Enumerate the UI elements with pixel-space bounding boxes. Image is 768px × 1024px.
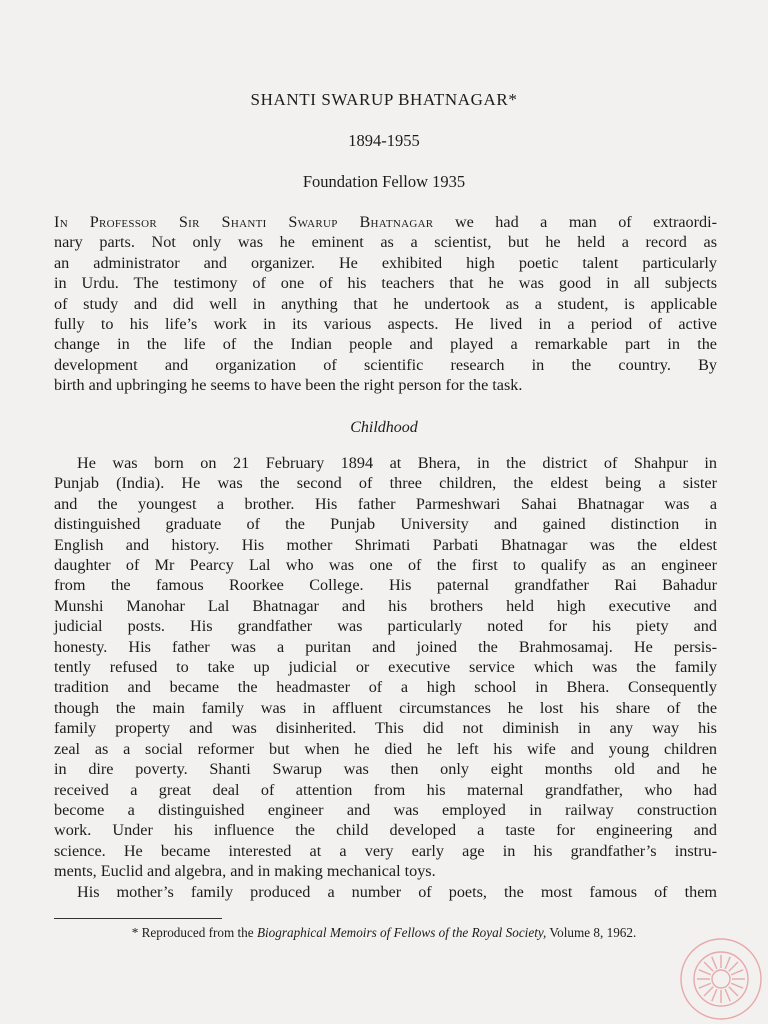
footnote-pre: * Reproduced from the: [131, 925, 257, 940]
seal-ray: [704, 987, 713, 996]
seal-ray: [712, 989, 717, 1001]
body-line: from the famous Roorkee College. His paternal grandfather Rai Bahadur: [54, 576, 717, 595]
body-line: received a great deal of attention from his maternal grandfather, who had: [54, 780, 717, 799]
footnote-rule: [54, 918, 222, 919]
seal-ray: [729, 987, 738, 996]
library-seal-icon: [679, 937, 763, 1021]
body-line: Munshi Manohar Lal Bhatnagar and his brothers held high executive and: [54, 596, 717, 615]
seal-ray: [704, 962, 713, 971]
body-line: and the youngest a brother. His father Parmeshwari Sahai Bhatnagar was a: [54, 494, 717, 513]
body-line: zeal as a social reformer but when he died he left his wife and young children: [54, 739, 717, 758]
body-line: honesty. His father was a puritan and joined the Brahmosamaj. He persis-: [54, 637, 717, 656]
body-line: though the main family was in affluent circumstances he lost his share of the: [54, 698, 717, 717]
seal-ray: [699, 983, 711, 988]
seal-ray: [712, 957, 717, 969]
footnote-source: Biographical Memoirs of Fellows of the Royal Society,: [256, 925, 547, 940]
intro-line-1-text: we had a man of extraordi-: [433, 213, 717, 231]
body-line: become a distinguished engineer and was employed in railway construction: [54, 800, 717, 819]
seal-ray: [699, 970, 711, 975]
body-line: His mother’s family produced a number of poets, the most famous of them: [77, 882, 717, 901]
intro-line-1: [54, 212, 717, 232]
body-line: science. He became interested at a very early age in his grandfather’s instru-: [54, 841, 717, 860]
body-line: in dire poverty. Shanti Swarup was then only eight months old and he: [54, 760, 717, 779]
body-line: judicial posts. His grandfather was particularly noted for his piety and: [54, 617, 717, 636]
body-line: ments, Euclid and algebra, and in making mechanical toys.: [54, 862, 436, 881]
seal-ray: [725, 989, 730, 1001]
life-years: 1894-1955: [348, 131, 420, 150]
intro-line: development and organization of scientific research in the country. By: [54, 355, 717, 374]
seal-ray: [725, 957, 730, 969]
seal-ray: [731, 970, 743, 975]
body-line: tradition and became the headmaster of a high school in Bhera. Consequently: [54, 678, 717, 697]
body-line: family property and was disinherited. This did not diminish in any way his: [54, 719, 717, 738]
body-line: distinguished graduate of the Punjab University and gained distinction in: [54, 515, 717, 534]
body-line: work. Under his influence the child developed a taste for engineering and: [54, 821, 717, 840]
body-line: Punjab (India). He was the second of three children, the eldest being a sister: [54, 474, 717, 493]
footnote: [0, 925, 768, 941]
seal-ray: [729, 962, 738, 971]
intro-paragraph: [54, 212, 717, 396]
intro-line: birth and upbringing he seems to have been the right person for the task.: [54, 376, 523, 395]
section-heading: Childhood: [350, 419, 418, 436]
intro-line: of study and did well in anything that he undertook as a student, is applicable: [54, 294, 717, 313]
body-line: English and history. His mother Shrimati Parbati Bhatnagar was the eldest: [54, 535, 717, 554]
intro-line: nary parts. Not only was he eminent as a scientist, but he held a record as: [54, 233, 717, 252]
memoir-title: SHANTI SWARUP BHATNAGAR*: [250, 90, 518, 109]
intro-lead: In Professor Sir Shanti Swarup Bhatnagar: [54, 213, 434, 231]
fellowship-note: Foundation Fellow 1935: [302, 172, 466, 191]
body-line: tently refused to take up judicial or executive service which was the family: [54, 658, 717, 677]
body-line: daughter of Mr Pearcy Lal who was one of the first to qualify as an engineer: [54, 556, 717, 575]
intro-line: an administrator and organizer. He exhibited high poetic talent particularly: [54, 253, 717, 272]
seal-ray: [731, 983, 743, 988]
intro-line: in Urdu. The testimony of one of his teachers that he was good in all subjects: [54, 274, 717, 293]
intro-line: fully to his life’s work in its various aspects. He lived in a period of active: [54, 315, 717, 334]
footnote-post: Volume 8, 1962.: [546, 925, 637, 940]
body-line: He was born on 21 February 1894 at Bhera, in the district of Shahpur in: [77, 454, 717, 472]
intro-line: change in the life of the Indian people and played a remarkable part in the: [54, 335, 717, 354]
childhood-paragraph: [54, 453, 717, 902]
